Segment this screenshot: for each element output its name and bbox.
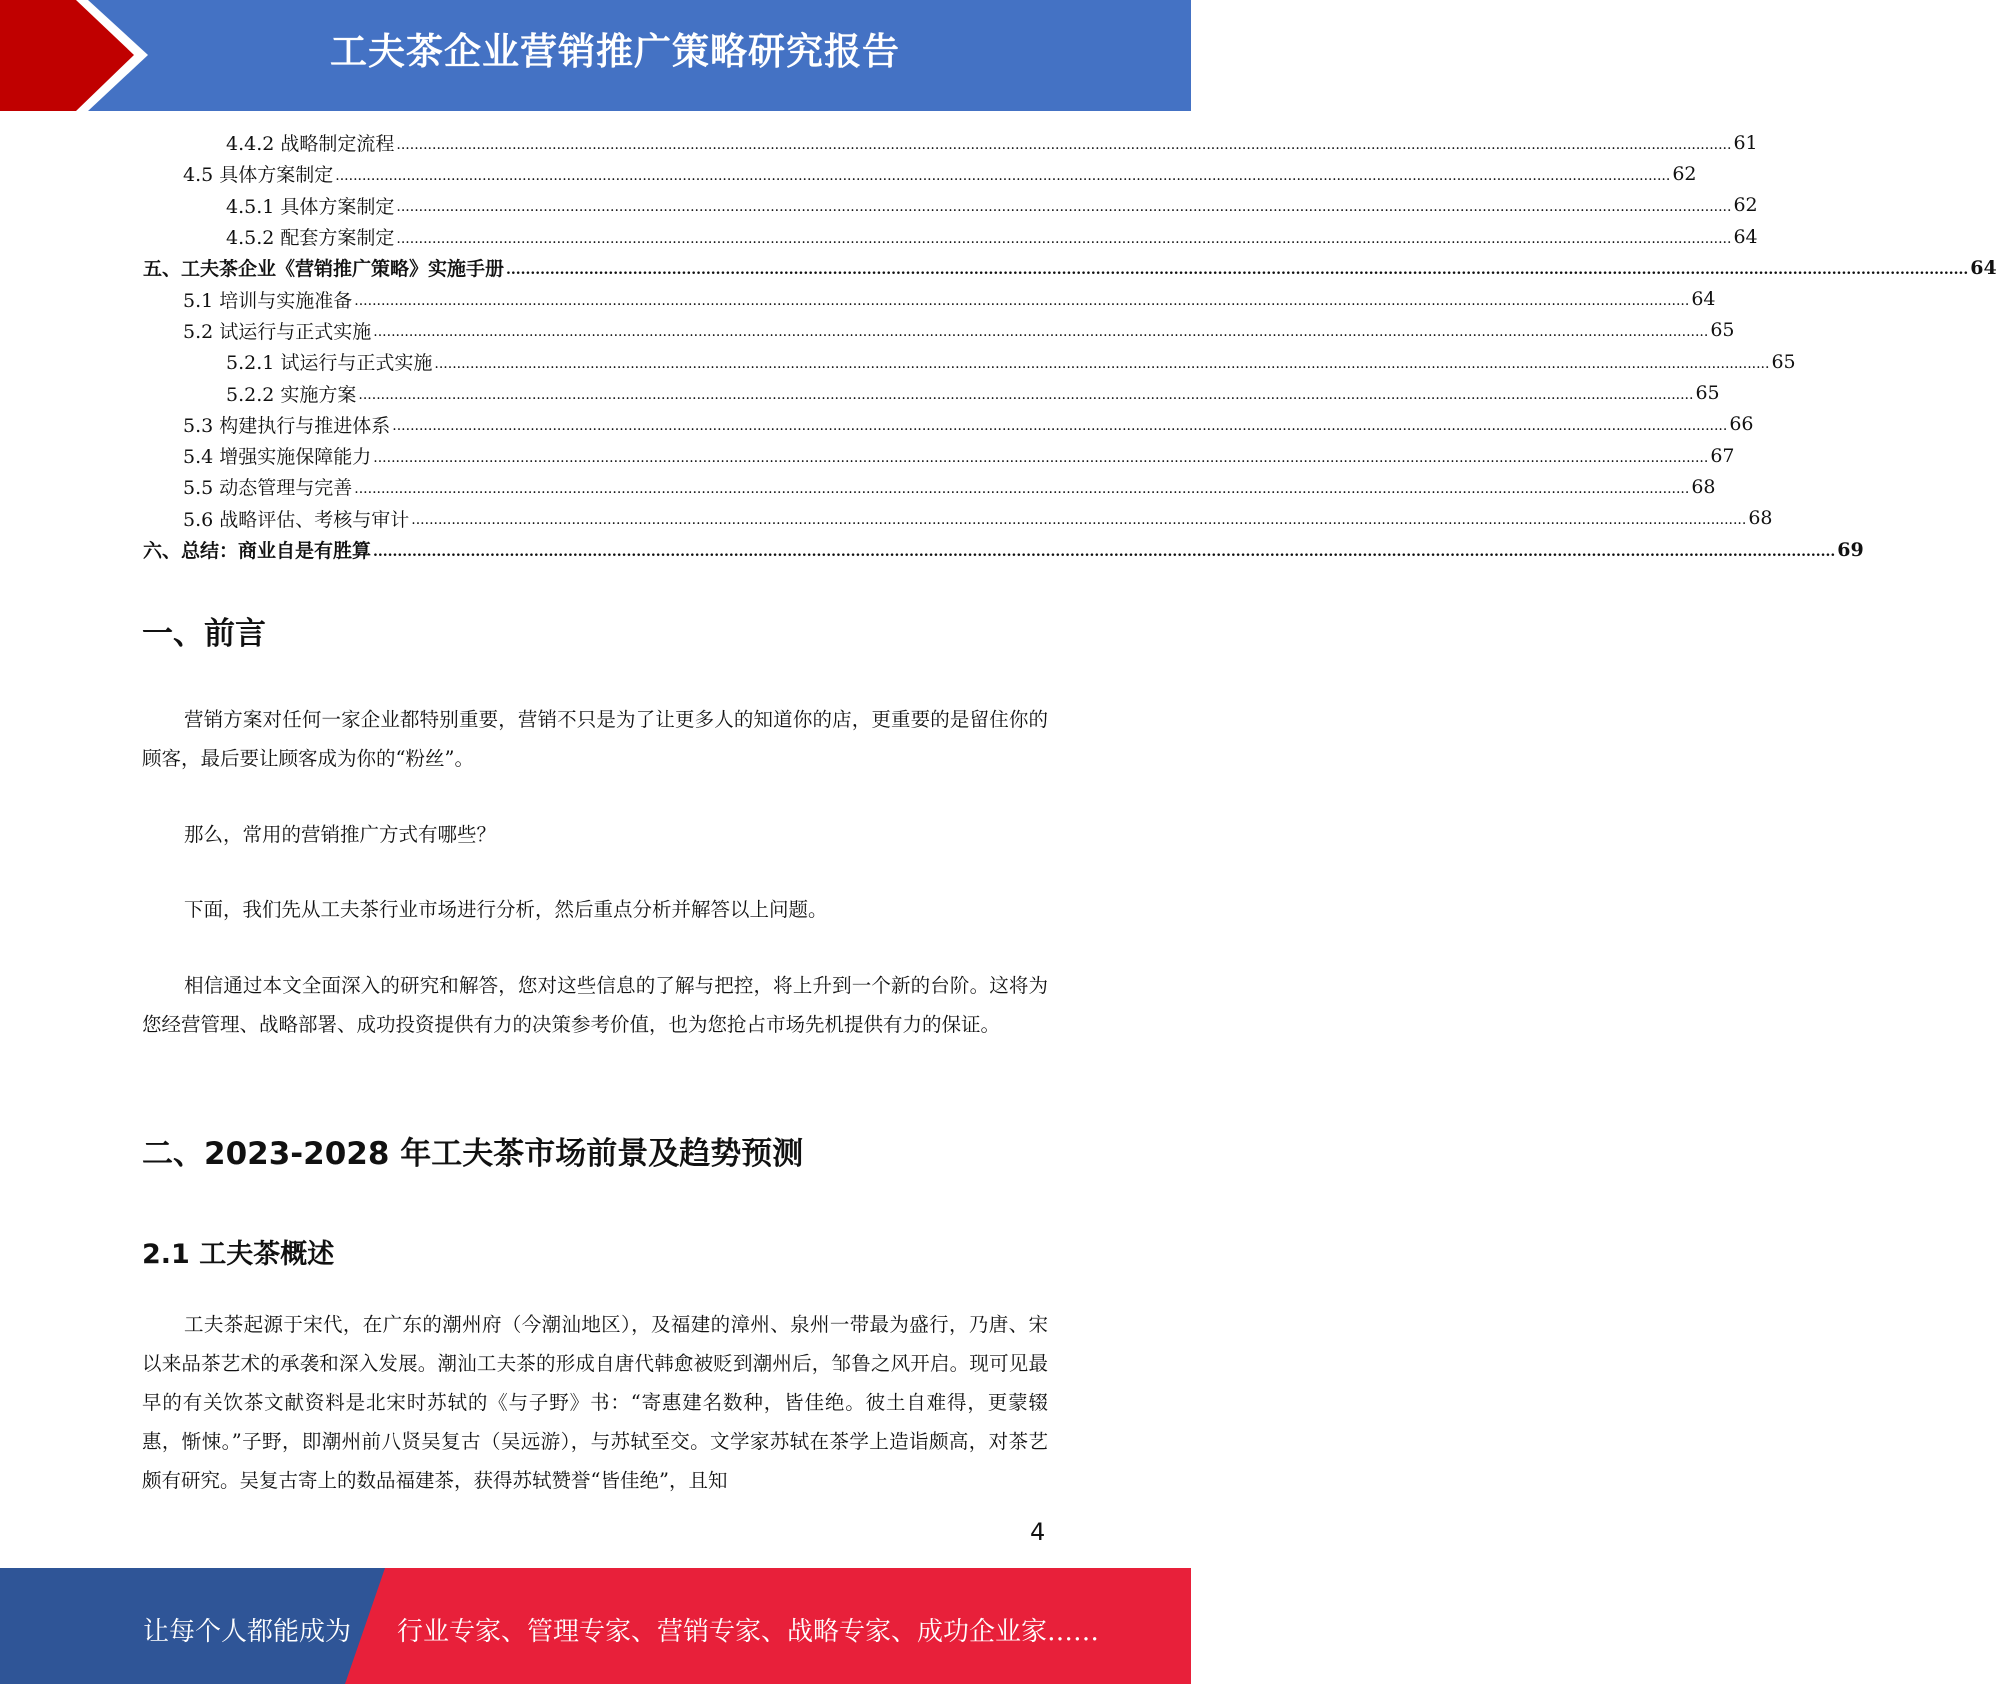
- toc-entry-label: 5.2.1 试运行与正式实施: [226, 352, 433, 375]
- toc-entry[interactable]: [143, 252, 1997, 283]
- footer-banner: [0, 1568, 1191, 1684]
- preface-paragraph-3: 下面，我们先从工夫茶行业市场进行分析，然后重点分析并解答以上问题。: [184, 898, 828, 921]
- toc-entry-page: 62: [1733, 194, 1758, 217]
- preface-paragraph-4: 相信通过本文全面深入的研究和解答，您对这些信息的了解与把控，将上升到一个新的台阶。这将为您经营管理、战略部署、成功投资提供有力的决策参考价值，也为您抢占市场先机提供有力的保证。: [142, 974, 1048, 1036]
- toc-dot-leader: ............................................................................................................................................................................................................................................................................................................: [373, 449, 1709, 466]
- section-heading-market-forecast: 二、2023-2028 年工夫茶市场前景及趋势预测: [142, 1136, 804, 1172]
- toc-entry-page: 69: [1837, 538, 1864, 561]
- toc-entry-page: 65: [1771, 350, 1796, 373]
- toc-entry[interactable]: [143, 190, 1758, 221]
- toc-entry-label: 五、工夫茶企业《营销推广策略》实施手册: [143, 258, 505, 281]
- toc-entry[interactable]: [143, 283, 1716, 314]
- toc-entry-label: 5.3 构建执行与推进体系: [183, 414, 391, 437]
- footer-slogan-left: 让每个人都能成为: [143, 1617, 352, 1647]
- toc-dot-leader: ............................................................................................................................................................................................................................................................................................................: [396, 230, 1732, 247]
- toc-dot-leader: ............................................................................................................................................................................................................................................................................................................: [354, 480, 1690, 497]
- toc-entry-page: 65: [1695, 382, 1720, 405]
- toc-entry-page: 65: [1710, 319, 1735, 342]
- toc-dot-leader: ............................................................................................................................................................................................................................................................................................................: [434, 355, 1770, 372]
- toc-dot-leader: ............................................................................................................................................................................................................................................................................................................: [396, 136, 1732, 153]
- toc-dot-leader: ............................................................................................................................................................................................................................................................................................................: [354, 293, 1690, 310]
- toc-entry[interactable]: [143, 471, 1716, 502]
- toc-entry[interactable]: [143, 409, 1754, 440]
- toc-entry-label: 六、总结：商业自是有胜算: [143, 540, 372, 562]
- footer-slogan-right: 行业专家、管理专家、营销专家、战略专家、成功企业家……: [397, 1617, 1100, 1647]
- toc-entry-page: 67: [1710, 444, 1735, 467]
- toc-entry-page: 64: [1970, 256, 1997, 279]
- toc-entry-label: 5.2.2 实施方案: [226, 383, 357, 406]
- toc-entry[interactable]: [143, 377, 1720, 408]
- toc-entry[interactable]: [143, 440, 1735, 471]
- toc-entry-page: 66: [1729, 413, 1754, 436]
- toc-entry[interactable]: [143, 221, 1758, 252]
- toc-dot-leader: ............................................................................................................................................................................................................................................................................................................: [506, 261, 1969, 278]
- toc-entry-page: 61: [1733, 131, 1758, 154]
- subsection-heading-overview: 2.1 工夫茶概述: [142, 1239, 335, 1270]
- toc-dot-leader: ............................................................................................................................................................................................................................................................................................................: [392, 418, 1728, 435]
- toc-entry-label: 5.1 培训与实施准备: [183, 289, 353, 312]
- toc-entry-page: 68: [1748, 507, 1773, 530]
- toc-entry-label: 5.5 动态管理与完善: [183, 477, 353, 500]
- overview-paragraph: 工夫茶起源于宋代，在广东的潮州府（今潮汕地区），及福建的漳州、泉州一带最为盛行，乃唐、宋以来品茶艺术的承袭和深入发展。潮汕工夫茶的形成自唐代韩愈被贬到潮州后，邹鲁之风开启。现可见最早的有关饮茶文献资料是北宋时苏轼的《与子野》书：“寄惠建名数种，皆佳绝。彼土自难得，更蒙辍惠，惭悚。”子野，即潮州前八贤吴复古（吴远游），与苏轼至交。文学家苏轼在茶学上造诣颇高，对茶艺颇有研究。吴复古寄上的数品福建茶，获得苏轼赞誉“皆佳绝”，且知: [142, 1313, 1048, 1492]
- page-number: 4: [1030, 1518, 1046, 1546]
- toc-dot-leader: ............................................................................................................................................................................................................................................................................................................: [411, 512, 1747, 529]
- toc-entry-page: 64: [1691, 288, 1716, 311]
- toc-entry-page: 68: [1691, 475, 1716, 498]
- header-banner: [0, 0, 1191, 111]
- toc-entry-page: 64: [1733, 225, 1758, 248]
- toc-entry[interactable]: [143, 315, 1735, 346]
- toc-entry-label: 5.4 增强实施保障能力: [183, 446, 372, 469]
- toc-entry-label: 4.5.1 具体方案制定: [226, 195, 395, 218]
- toc-dot-leader: ............................................................................................................................................................................................................................................................................................................: [358, 387, 1694, 404]
- toc-dot-leader: ............................................................................................................................................................................................................................................................................................................: [335, 167, 1671, 184]
- preface-paragraph-2: 那么，常用的营销推广方式有哪些？: [184, 823, 497, 846]
- section-heading-preface: 一、前言: [142, 616, 266, 652]
- toc-entry-label: 4.5 具体方案制定: [183, 164, 334, 187]
- toc-dot-leader: ............................................................................................................................................................................................................................................................................................................: [396, 199, 1732, 216]
- toc-entry[interactable]: [143, 346, 1796, 377]
- toc-dot-leader: ............................................................................................................................................................................................................................................................................................................: [373, 324, 1709, 341]
- preface-paragraph-1: 营销方案对任何一家企业都特别重要，营销不只是为了让更多人的知道你的店，更重要的是留住你的顾客，最后要让顾客成为你的“粉丝”。: [142, 708, 1048, 770]
- toc-entry-label: 5.2 试运行与正式实施: [183, 320, 372, 343]
- toc-entry[interactable]: [143, 503, 1773, 534]
- toc-entry-label: 4.4.2 战略制定流程: [226, 133, 395, 156]
- report-title: 工夫茶企业营销推广策略研究报告: [330, 30, 900, 73]
- toc-entry[interactable]: [143, 158, 1697, 189]
- toc-entry[interactable]: [143, 127, 1758, 158]
- table-of-contents: [143, 127, 1997, 565]
- toc-entry-page: 62: [1672, 162, 1697, 185]
- toc-dot-leader: ............................................................................................................................................................................................................................................................................................................: [373, 543, 1836, 560]
- red-arrow-decoration: [0, 0, 160, 111]
- toc-entry-label: 4.5.2 配套方案制定: [226, 227, 395, 250]
- toc-entry-label: 5.6 战略评估、考核与审计: [183, 508, 410, 531]
- toc-entry[interactable]: [143, 534, 1864, 565]
